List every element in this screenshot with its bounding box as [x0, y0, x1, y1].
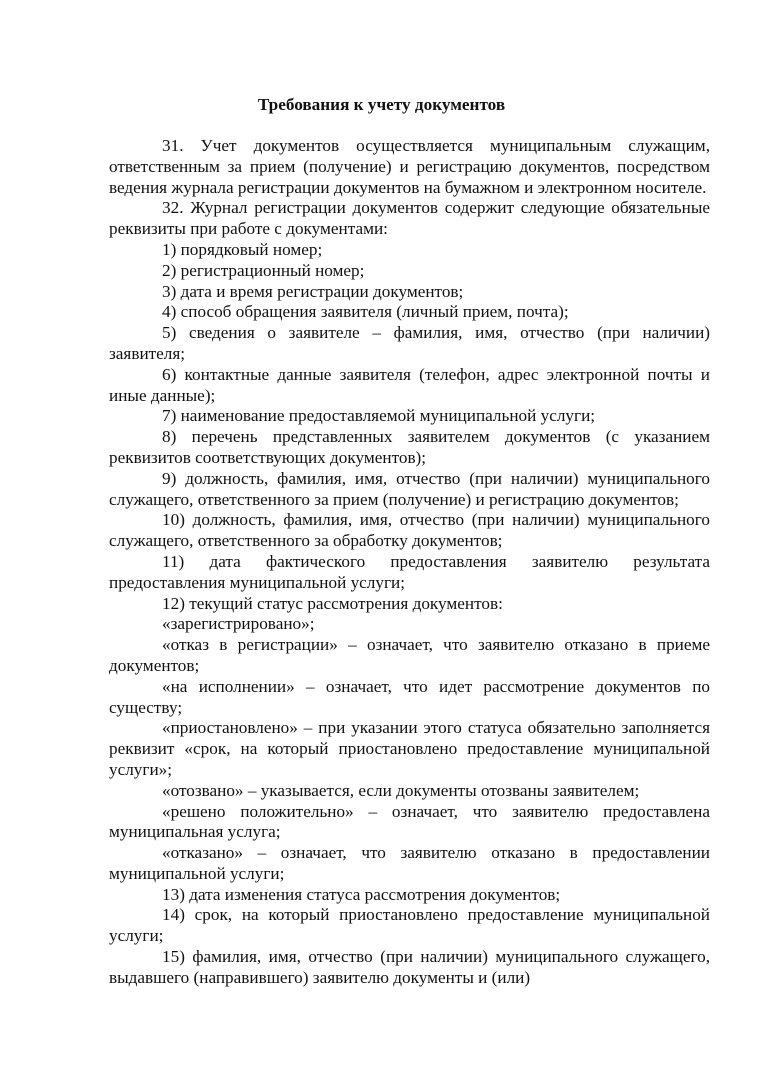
list-item-4: 4) способ обращения заявителя (личный прием, почта); [162, 302, 569, 322]
document-body [109, 136, 710, 989]
status-registration-refused: «отказ в регистрации» – означает, что заявителю отказано в приеме документов; [109, 635, 710, 675]
status-registered: «зарегистрировано»; [162, 614, 315, 634]
status-approved: «решено положительно» – означает, что заявителю предоставлена муниципальная услуга; [109, 801, 710, 842]
list-item-11: 11) дата фактического предоставления заявителю результата предоставления муниципальной услуги; [109, 551, 710, 592]
list-item-1: 1) порядковый номер; [162, 239, 323, 259]
list-item-5: 5) сведения о заявителе – фамилия, имя, отчество (при наличии) заявителя; [109, 323, 710, 363]
list-item-9: 9) должность, фамилия, имя, отчество (при наличии) муниципального служащего, ответственного за прием (получение) и регистрацию документов; [109, 468, 710, 509]
paragraph-31: 31. Учет документов осуществляется муниципальным служащим, ответственным за прием (получение) и регистрацию документов, посредством ведения журнала регистрации документов на бумажном и электронном носителе. [109, 136, 710, 197]
list-item-8: 8) перечень представленных заявителем документов (с указанием реквизитов соответствующих документов); [109, 427, 710, 467]
status-refused: «отказано» – означает, что заявителю отказано в предоставлении муниципальной услуги; [109, 843, 710, 883]
status-withdrawn: «отозвано» – указывается, если документы отозваны заявителем; [162, 780, 640, 800]
list-item-13: 13) дата изменения статуса рассмотрения документов; [162, 884, 561, 904]
status-in-progress: «на исполнении» – означает, что идет рассмотрение документов по существу; [109, 676, 710, 717]
status-suspended: «приостановлено» – при указании этого статуса обязательно заполняется реквизит «срок, на который приостановлено предоставление муниципальной услуги»; [109, 718, 710, 779]
document-title: Требования к учету документов [257, 95, 506, 114]
list-item-15: 15) фамилия, имя, отчество (при наличии) муниципального служащего, выдавшего (направившего) заявителю документы и (или) [109, 947, 710, 987]
list-item-10: 10) должность, фамилия, имя, отчество (при наличии) муниципального служащего, ответственного за обработку документов; [109, 510, 710, 551]
list-item-6: 6) контактные данные заявителя (телефон, адрес электронной почты и иные данные); [109, 364, 710, 405]
list-item-14: 14) срок, на который приостановлено предоставление муниципальной услуги; [109, 905, 710, 946]
list-item-3: 3) дата и время регистрации документов; [162, 281, 464, 301]
list-item-2: 2) регистрационный номер; [162, 260, 365, 280]
list-item-7: 7) наименование предоставляемой муниципальной услуги; [162, 406, 596, 426]
paragraph-32: 32. Журнал регистрации документов содержит следующие обязательные реквизиты при работе с документами: [109, 198, 710, 239]
list-item-12: 12) текущий статус рассмотрения документов: [162, 593, 503, 613]
